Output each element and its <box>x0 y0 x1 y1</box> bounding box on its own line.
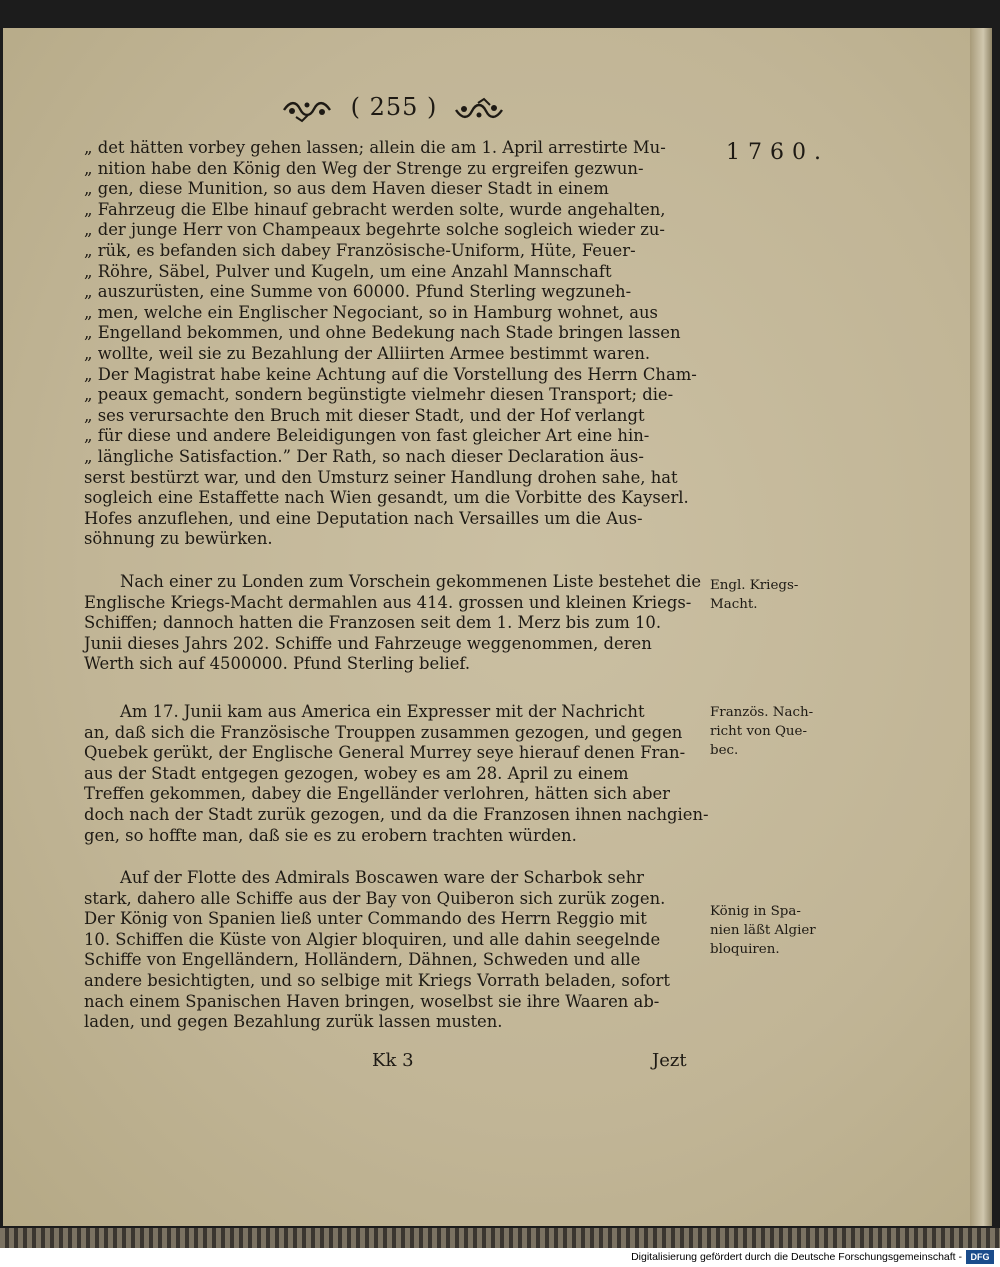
text-line: „ Fahrzeug die Elbe hinauf gebracht werden solte, wurde angehalten, <box>84 199 666 219</box>
margin-note-line: Macht. <box>710 597 758 612</box>
text-line: Nach einer zu Londen zum Vorschein gekommenen Liste bestehet die <box>120 572 702 591</box>
text-line: „ für diese und andere Beleidigungen von fast gleicher Art eine hin- <box>84 426 650 446</box>
text-line: an, daß sich die Französische Trouppen zusammen gezogen, und gegen <box>84 722 683 742</box>
text-line: „ peaux gemacht, sondern begünstigte vielmehr diesen Transport; die- <box>84 385 674 405</box>
page-header <box>282 93 502 133</box>
book-binding-edge <box>0 1228 1000 1248</box>
text-line: „ Der Magistrat habe keine Achtung auf die Vorstellung des Herrn Cham- <box>84 364 697 384</box>
margin-note-line: nien läßt Algier <box>710 923 816 938</box>
text-line: „ gen, diese Munition, so aus dem Haven dieser Stadt in einem <box>84 179 609 199</box>
text-line: sogleich eine Estaffette nach Wien gesandt, um die Vorbitte des Kayserl. <box>84 488 689 508</box>
margin-note-line: Engl. Kriegs- <box>710 578 799 593</box>
text-line: „ Engelland bekommen, und ohne Bedekung nach Stade bringen lassen <box>84 323 681 343</box>
margin-note-line: Französ. Nach- <box>710 705 814 720</box>
dfg-logo: DFG <box>966 1250 994 1264</box>
text-line: Der König von Spanien ließ unter Commando des Herrn Reggio mit <box>84 909 647 929</box>
text-line: nach einem Spanischen Haven bringen, woselbst sie ihre Waaren ab- <box>84 991 660 1011</box>
text-line: Schiffen; dannoch hatten die Franzosen seit dem 1. Merz bis zum 10. <box>84 613 662 633</box>
text-line: andere besichtigten, und so selbige mit Kriegs Vorrath beladen, sofort <box>84 971 670 990</box>
margin-note-line: König in Spa- <box>710 904 801 919</box>
text-line: Quebek gerükt, der Englische General Murrey seye hierauf denen Fran- <box>84 743 686 763</box>
text-line: „ nition habe den König den Weg der Strenge zu ergreifen gezwun- <box>84 158 644 178</box>
text-line: doch nach der Stadt zurük gezogen, und da die Franzosen ihnen nachgien- <box>84 805 709 824</box>
margin-note-line: bloquiren. <box>710 942 780 957</box>
text-line: „ men, welche ein Englischer Negociant, so in Hamburg wohnet, aus <box>84 302 658 322</box>
year-marginal: 1760. <box>726 140 829 165</box>
text-line: „ rük, es befanden sich dabey Französische-Uniform, Hüte, Feuer- <box>84 241 636 260</box>
text-line: laden, und gegen Bezahlung zurük lassen musten. <box>84 1012 503 1032</box>
text-line: Auf der Flotte des Admirals Boscawen ware der Scharbok sehr <box>120 868 645 887</box>
fleuron-right-icon <box>454 97 504 123</box>
text-line: „ det hätten vorbey gehen lassen; allein die am 1. April arrestirte Mu- <box>84 138 666 157</box>
text-line: gen, so hoffte man, daß sie es zu erobern trachten würden. <box>84 825 577 845</box>
text-line: Werth sich auf 4500000. Pfund Sterling belief. <box>84 654 471 674</box>
text-line: söhnung zu bewürken. <box>84 529 273 549</box>
text-line: „ der junge Herr von Champeaux begehrte solche sogleich wieder zu- <box>84 220 665 240</box>
signature-mark: Kk 3 <box>372 1050 414 1071</box>
page-number: ( 255 ) <box>350 93 438 121</box>
text-line: „ auszurüsten, eine Summe von 60000. Pfund Sterling wegzuneh- <box>84 282 632 302</box>
text-line: „ wollte, weil sie zu Bezahlung der Alliirten Armee bestimmt waren. <box>84 344 651 363</box>
text-line: Schiffe von Engelländern, Holländern, Dähnen, Schweden und alle <box>84 950 641 970</box>
text-line: „ längliche Satisfaction.” Der Rath, so nach dieser Declaration äus- <box>84 447 644 466</box>
text-line: serst bestürzt war, und den Umsturz seiner Handlung drohen sahe, hat <box>84 467 678 487</box>
text-line: Englische Kriegs-Macht dermahlen aus 414. grossen und kleinen Kriegs- <box>84 592 692 612</box>
text-line: 10. Schiffen die Küste von Algier bloquiren, und alle dahin seegelnde <box>84 929 661 949</box>
margin-note-line: bec. <box>710 743 739 758</box>
footer-credit: Digitalisierung gefördert durch die Deutsche Forschungsgemeinschaft - <box>631 1251 962 1263</box>
text-line: Junii dieses Jahrs 202. Schiffe und Fahrzeuge weggenommen, deren <box>84 633 652 653</box>
text-line: Treffen gekommen, dabey die Engelländer verlohren, hätten sich aber <box>84 784 671 804</box>
text-line: Hofes anzuflehen, und eine Deputation nach Versailles um die Aus- <box>84 508 643 528</box>
text-line: stark, dahero alle Schiffe aus der Bay von Quiberon sich zurük zogen. <box>84 888 666 908</box>
page-edge <box>970 28 992 1226</box>
margin-note-line: richt von Que- <box>710 724 808 739</box>
text-line: Am 17. Junii kam aus America ein Expresser mit der Nachricht <box>120 702 645 721</box>
text-line: aus der Stadt entgegen gezogen, wobey es am 28. April zu einem <box>84 763 629 783</box>
catchword: Jezt <box>652 1050 687 1071</box>
text-line: „ Röhre, Säbel, Pulver und Kugeln, um eine Anzahl Mannschaft <box>84 261 612 281</box>
fleuron-left-icon <box>282 97 332 123</box>
text-line: „ ses verursachte den Bruch mit dieser Stadt, und der Hof verlangt <box>84 405 645 425</box>
